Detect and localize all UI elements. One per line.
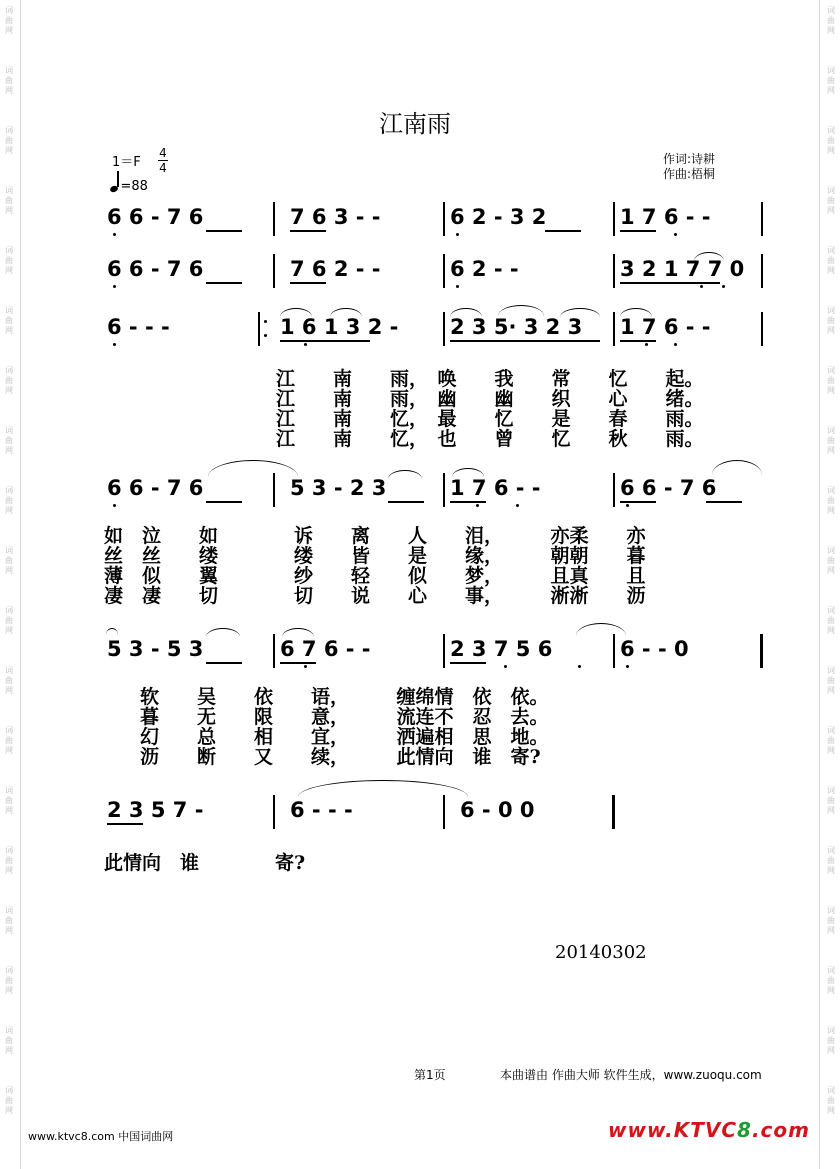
measure: 2 3 5 7 - <box>107 798 204 822</box>
measure: 6 6 - 7 6 <box>107 257 204 281</box>
underline <box>388 501 424 503</box>
underline <box>206 662 242 664</box>
underline <box>545 230 581 232</box>
barline <box>613 473 615 507</box>
barline <box>273 202 275 236</box>
lyric-line: 暮 无 限 意， 流连不 忍 去。 <box>140 706 549 728</box>
lyricist: 作词:诗耕 <box>663 152 716 166</box>
low-octave-dot <box>113 233 116 236</box>
measure: 7 6 3 - - <box>290 205 381 229</box>
song-title: 江南雨 <box>379 110 451 138</box>
barline <box>761 312 763 346</box>
barline <box>443 634 445 668</box>
watermark: 词曲网 <box>827 486 835 515</box>
low-octave-dot <box>626 665 629 668</box>
low-octave-dot <box>304 665 307 668</box>
watermark: 词曲网 <box>5 366 13 395</box>
barline <box>443 795 445 829</box>
lyric-line: 丝 丝 缕 缕 皆 是 缘， 朝朝 暮 <box>104 545 646 567</box>
measure: 1 7 6 - - <box>450 476 541 500</box>
underline <box>450 501 486 503</box>
low-octave-dot <box>456 233 459 236</box>
left-watermark-column <box>2 0 16 1169</box>
underline <box>206 282 242 284</box>
low-octave-dot <box>674 233 677 236</box>
measure: 2 3 5· 3 2 3 <box>450 315 583 339</box>
barline <box>273 254 275 288</box>
watermark: 词曲网 <box>5 966 13 995</box>
barline <box>443 254 445 288</box>
low-octave-dot <box>476 504 479 507</box>
key-signature: 1＝F <box>112 155 141 170</box>
underline <box>450 340 600 342</box>
watermark: 词曲网 <box>827 786 835 815</box>
barline <box>613 634 615 668</box>
watermark: 词曲网 <box>5 246 13 275</box>
lyric-line: 凄 凄 切 切 说 心 事， 淅淅 沥 <box>104 585 646 607</box>
end-barline <box>612 795 615 829</box>
measure: 5 3 - 2 3 <box>290 476 387 500</box>
watermark: 词曲网 <box>827 726 835 755</box>
underline <box>280 662 316 664</box>
watermark: 词曲网 <box>5 66 13 95</box>
underline <box>206 230 242 232</box>
ktvc8-logo <box>608 1118 810 1142</box>
measure: 1 6 1 3 2 - <box>280 315 399 339</box>
underline <box>450 662 486 664</box>
watermark: 词曲网 <box>5 306 13 335</box>
underline <box>290 282 326 284</box>
watermark: 词曲网 <box>827 126 835 155</box>
low-octave-dot <box>113 343 116 346</box>
low-octave-dot <box>674 343 677 346</box>
measure: 6 6 - 7 6 <box>620 476 717 500</box>
barline <box>273 473 275 507</box>
measure: 5 3 - 5 3 <box>107 637 204 661</box>
watermark: 词曲网 <box>827 666 835 695</box>
tempo-value: =88 <box>120 179 148 194</box>
watermark: 词曲网 <box>827 246 835 275</box>
barline <box>613 202 615 236</box>
underline <box>620 230 656 232</box>
watermark: 词曲网 <box>5 1086 13 1115</box>
watermark: 词曲网 <box>5 426 13 455</box>
watermark: 词曲网 <box>827 1026 835 1055</box>
measure: 6 - - - <box>107 315 170 339</box>
lyric-line: 江 南 忆， 也 曾 忆 秋 雨。 <box>276 428 704 450</box>
measure: 2 3 7 5 6 <box>450 637 553 661</box>
measure: 7 6 2 - - <box>290 257 381 281</box>
tempo-marking <box>110 174 148 194</box>
logo-text: www.KTVC <box>607 1118 738 1142</box>
measure: 6 7 6 - - <box>280 637 371 661</box>
barline <box>443 202 445 236</box>
measure: 6 2 - 3 2 <box>450 205 547 229</box>
low-octave-dot <box>456 285 459 288</box>
lyric-line: 沥 断 又 续， 此情向 谁 寄? <box>140 746 541 768</box>
watermark: 词曲网 <box>827 186 835 215</box>
measure: 6 2 - - <box>450 257 519 281</box>
low-octave-dot <box>504 665 507 668</box>
lyric-line: 江 南 雨， 幽 幽 织 心 绪。 <box>276 388 704 410</box>
underline <box>620 340 656 342</box>
barline <box>613 312 615 346</box>
watermark: 词曲网 <box>827 6 835 35</box>
barline <box>273 795 275 829</box>
underline <box>280 340 370 342</box>
watermark: 词曲网 <box>827 606 835 635</box>
time-signature-top: 4 <box>159 146 167 160</box>
underline <box>107 823 143 825</box>
lyric-line: 幻 总 相 宜， 洒遍相 思 地。 <box>140 726 549 748</box>
low-octave-dot <box>516 504 519 507</box>
page-number: 第1页 <box>414 1068 446 1082</box>
credits <box>663 152 715 182</box>
lyric-line: 软 吴 依 语， 缠绵情 依 依。 <box>140 686 549 708</box>
low-octave-dot <box>304 343 307 346</box>
time-signature-bottom: 4 <box>159 161 167 175</box>
slur <box>106 628 118 635</box>
lyric-line: 江 南 忆， 最 忆 是 春 雨。 <box>276 408 704 430</box>
watermark: 词曲网 <box>5 546 13 575</box>
watermark: 词曲网 <box>5 786 13 815</box>
underline <box>620 282 720 284</box>
measure: 6 - - - <box>290 798 353 822</box>
lyric-line: 薄 似 翼 纱 轻 似 梦， 且真 且 <box>104 565 646 587</box>
watermark: 词曲网 <box>5 606 13 635</box>
low-octave-dot <box>113 504 116 507</box>
underline <box>290 230 326 232</box>
barline <box>443 312 445 346</box>
measure: 6 6 - 7 6 <box>107 205 204 229</box>
underline <box>706 501 742 503</box>
watermark: 词曲网 <box>827 66 835 95</box>
lyric-line: 此情向 谁 寄? <box>104 852 306 874</box>
barline <box>613 254 615 288</box>
site-caption: www.ktvc8.com 中国词曲网 <box>28 1130 174 1143</box>
watermark: 词曲网 <box>827 846 835 875</box>
watermark: 词曲网 <box>5 1026 13 1055</box>
barline <box>443 473 445 507</box>
watermark: 词曲网 <box>5 666 13 695</box>
watermark: 词曲网 <box>827 906 835 935</box>
watermark: 词曲网 <box>5 126 13 155</box>
repeat-barline <box>258 312 260 346</box>
measure: 6 - - 0 <box>620 637 689 661</box>
measure: 6 6 - 7 6 <box>107 476 204 500</box>
measure: 3 2 1 7 7 0 <box>620 257 745 281</box>
barline <box>761 202 763 236</box>
watermark: 词曲网 <box>5 186 13 215</box>
barline <box>273 634 275 668</box>
watermark: 词曲网 <box>827 1086 835 1115</box>
date: 20140302 <box>555 942 647 963</box>
watermark: 词曲网 <box>827 366 835 395</box>
low-octave-dot <box>578 665 581 668</box>
underline <box>620 501 656 503</box>
lyric-line: 如 泣 如 诉 离 人 泪， 亦柔 亦 <box>104 525 646 547</box>
watermark: 词曲网 <box>5 846 13 875</box>
right-watermark-column <box>824 0 838 1169</box>
low-octave-dot <box>722 285 725 288</box>
measure: 1 7 6 - - <box>620 205 711 229</box>
watermark: 词曲网 <box>827 546 835 575</box>
watermark: 词曲网 <box>827 966 835 995</box>
generator-note: 本曲谱由 作曲大师 软件生成，www.zuoqu.com <box>500 1068 762 1082</box>
low-octave-dot <box>113 285 116 288</box>
measure: 6 - 0 0 <box>460 798 535 822</box>
low-octave-dot <box>700 285 703 288</box>
watermark: 词曲网 <box>5 726 13 755</box>
final-repeat-barline <box>760 634 763 668</box>
watermark: 词曲网 <box>5 906 13 935</box>
barline <box>761 254 763 288</box>
low-octave-dot <box>645 343 648 346</box>
repeat-dot <box>264 334 267 337</box>
logo-text: .com <box>751 1118 810 1142</box>
lyric-line: 江 南 雨， 唤 我 常 忆 起。 <box>276 368 704 390</box>
measure: 1 7 6 - - <box>620 315 711 339</box>
underline <box>206 501 242 503</box>
watermark: 词曲网 <box>827 306 835 335</box>
watermark: 词曲网 <box>827 426 835 455</box>
watermark: 词曲网 <box>5 486 13 515</box>
time-signature <box>158 146 168 175</box>
watermark: 词曲网 <box>5 6 13 35</box>
composer: 作曲:梧桐 <box>663 167 716 181</box>
repeat-dot <box>264 320 267 323</box>
note-stem-icon <box>117 171 119 187</box>
low-octave-dot <box>626 504 629 507</box>
logo-text: 8 <box>737 1118 752 1142</box>
